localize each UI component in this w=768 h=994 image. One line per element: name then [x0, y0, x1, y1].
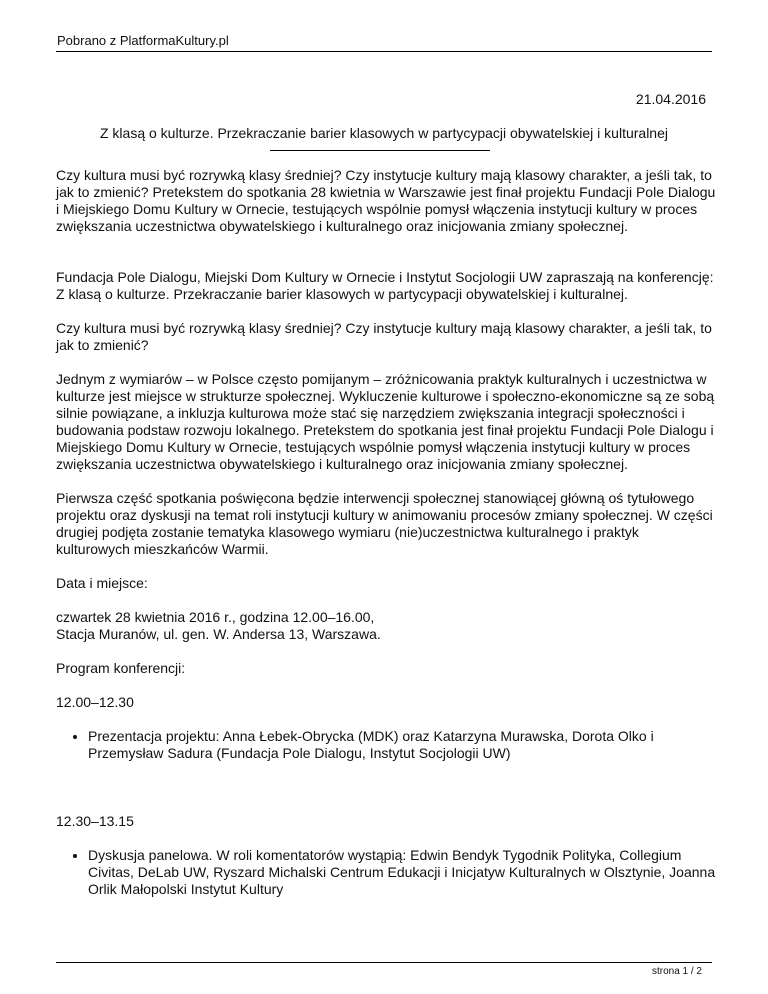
venue-address: Stacja Muranów, ul. gen. W. Andersa 13, Warszawa.: [56, 626, 381, 642]
download-source: Pobrano z PlatformaKultury.pl: [57, 33, 229, 48]
venue-date: czwartek 28 kwietnia 2016 r., godzina 12.00–16.00,: [56, 609, 375, 625]
program-time: 12.00–12.30: [56, 694, 134, 710]
article-title: Z klasą o kulturze. Przekraczanie barier klasowych w partycypacji obywatelskiej i kulturalnej: [99, 125, 668, 141]
header-divider: [56, 51, 712, 52]
footer-divider: [56, 962, 712, 963]
program-time: 12.30–13.15: [56, 813, 134, 829]
invitation-paragraph: Fundacja Pole Dialogu, Miejski Dom Kultury w Ornecie i Instytut Socjologii UW zapraszają na konferencję: Z klasą o kulturze. Przekraczanie barier klasowych w partycypacji obywatelskiej i kulturalnej.: [56, 269, 714, 302]
article-date: 21.04.2016: [635, 91, 706, 107]
program-list: [56, 847, 716, 898]
context-paragraph: Jednym z wymiarów – w Polsce często pomijanym – zróżnicowania praktyk kulturalnych i uczestnictwa w kulturze jest miejsce w strukturze społecznej. Wykluczenie kulturowe i społeczno-ekonomiczne są ze sobą silnie powiązane, a inkluzja kulturowa może stać się narzędziem zwiększania integracji społeczności i budowania podstaw rozwoju lokalnego. Pretekstem do spotkania jest finał projektu Fundacji Pole Dialogu i Miejskiego Domu Kultury w Ornecie, testujących wspólnie pomysł włączenia instytucji kultury w proces zwiększania uczestnictwa obywatelskiego i kulturalnego oraz inicjowania zmiany społecznej.: [56, 371, 715, 472]
question-paragraph: Czy kultura musi być rozrywką klasy średniej? Czy instytucje kultury mają klasowy charakter, a jeśli tak, to jak to zmienić?: [56, 320, 712, 353]
program-item: • Prezentacja projektu: Anna Łebek-Obrycka (MDK) oraz Katarzyna Murawska, Dorota Olko i Przemysław Sadura (Fundacja Pole Dialogu, Instytut Socjologii UW): [88, 728, 716, 762]
lead-paragraph: Czy kultura musi być rozrywką klasy średniej? Czy instytucje kultury mają klasowy charakter, a jeśli tak, to jak to zmienić? Pretekstem do spotkania 28 kwietnia w Warszawie jest finał projektu Fundacji Pole Dialogu i Miejskiego Domu Kultury w Ornecie, testujących wspólnie pomysł włączenia instytucji kultury w proces zwiększania uczestnictwa obywatelskiego i kulturalnego oraz inicjowania zmiany społecznej.: [56, 167, 716, 234]
agenda-intro-paragraph: Pierwsza część spotkania poświęcona będzie interwencji społecznej stanowiącej główną oś tytułowego projektu oraz dyskusji na temat roli instytucji kultury w animowaniu procesów zmiany społecznej. W części drugiej podjęta zostanie tematyka klasowego wymiaru (nie)uczestnictwa kulturalnego i praktyk kulturowych mieszkańców Warmii.: [56, 490, 713, 557]
program-label: Program konferencji:: [56, 660, 186, 676]
venue-label: Data i miejsce:: [56, 575, 148, 591]
program-list: [56, 728, 716, 762]
title-underline: [270, 150, 490, 151]
article-body: [56, 167, 716, 898]
venue-details: [56, 609, 716, 643]
page-number: strona 1 / 2: [651, 966, 702, 977]
program-item: • Dyskusja panelowa. W roli komentatorów wystąpią: Edwin Bendyk Tygodnik Polityka, Collegium Civitas, DeLab UW, Ryszard Michalski Centrum Edukacji i Inicjatyw Kulturalnych w Olsztynie, Joanna Orlik Małopolski Instytut Kultury: [88, 847, 716, 898]
